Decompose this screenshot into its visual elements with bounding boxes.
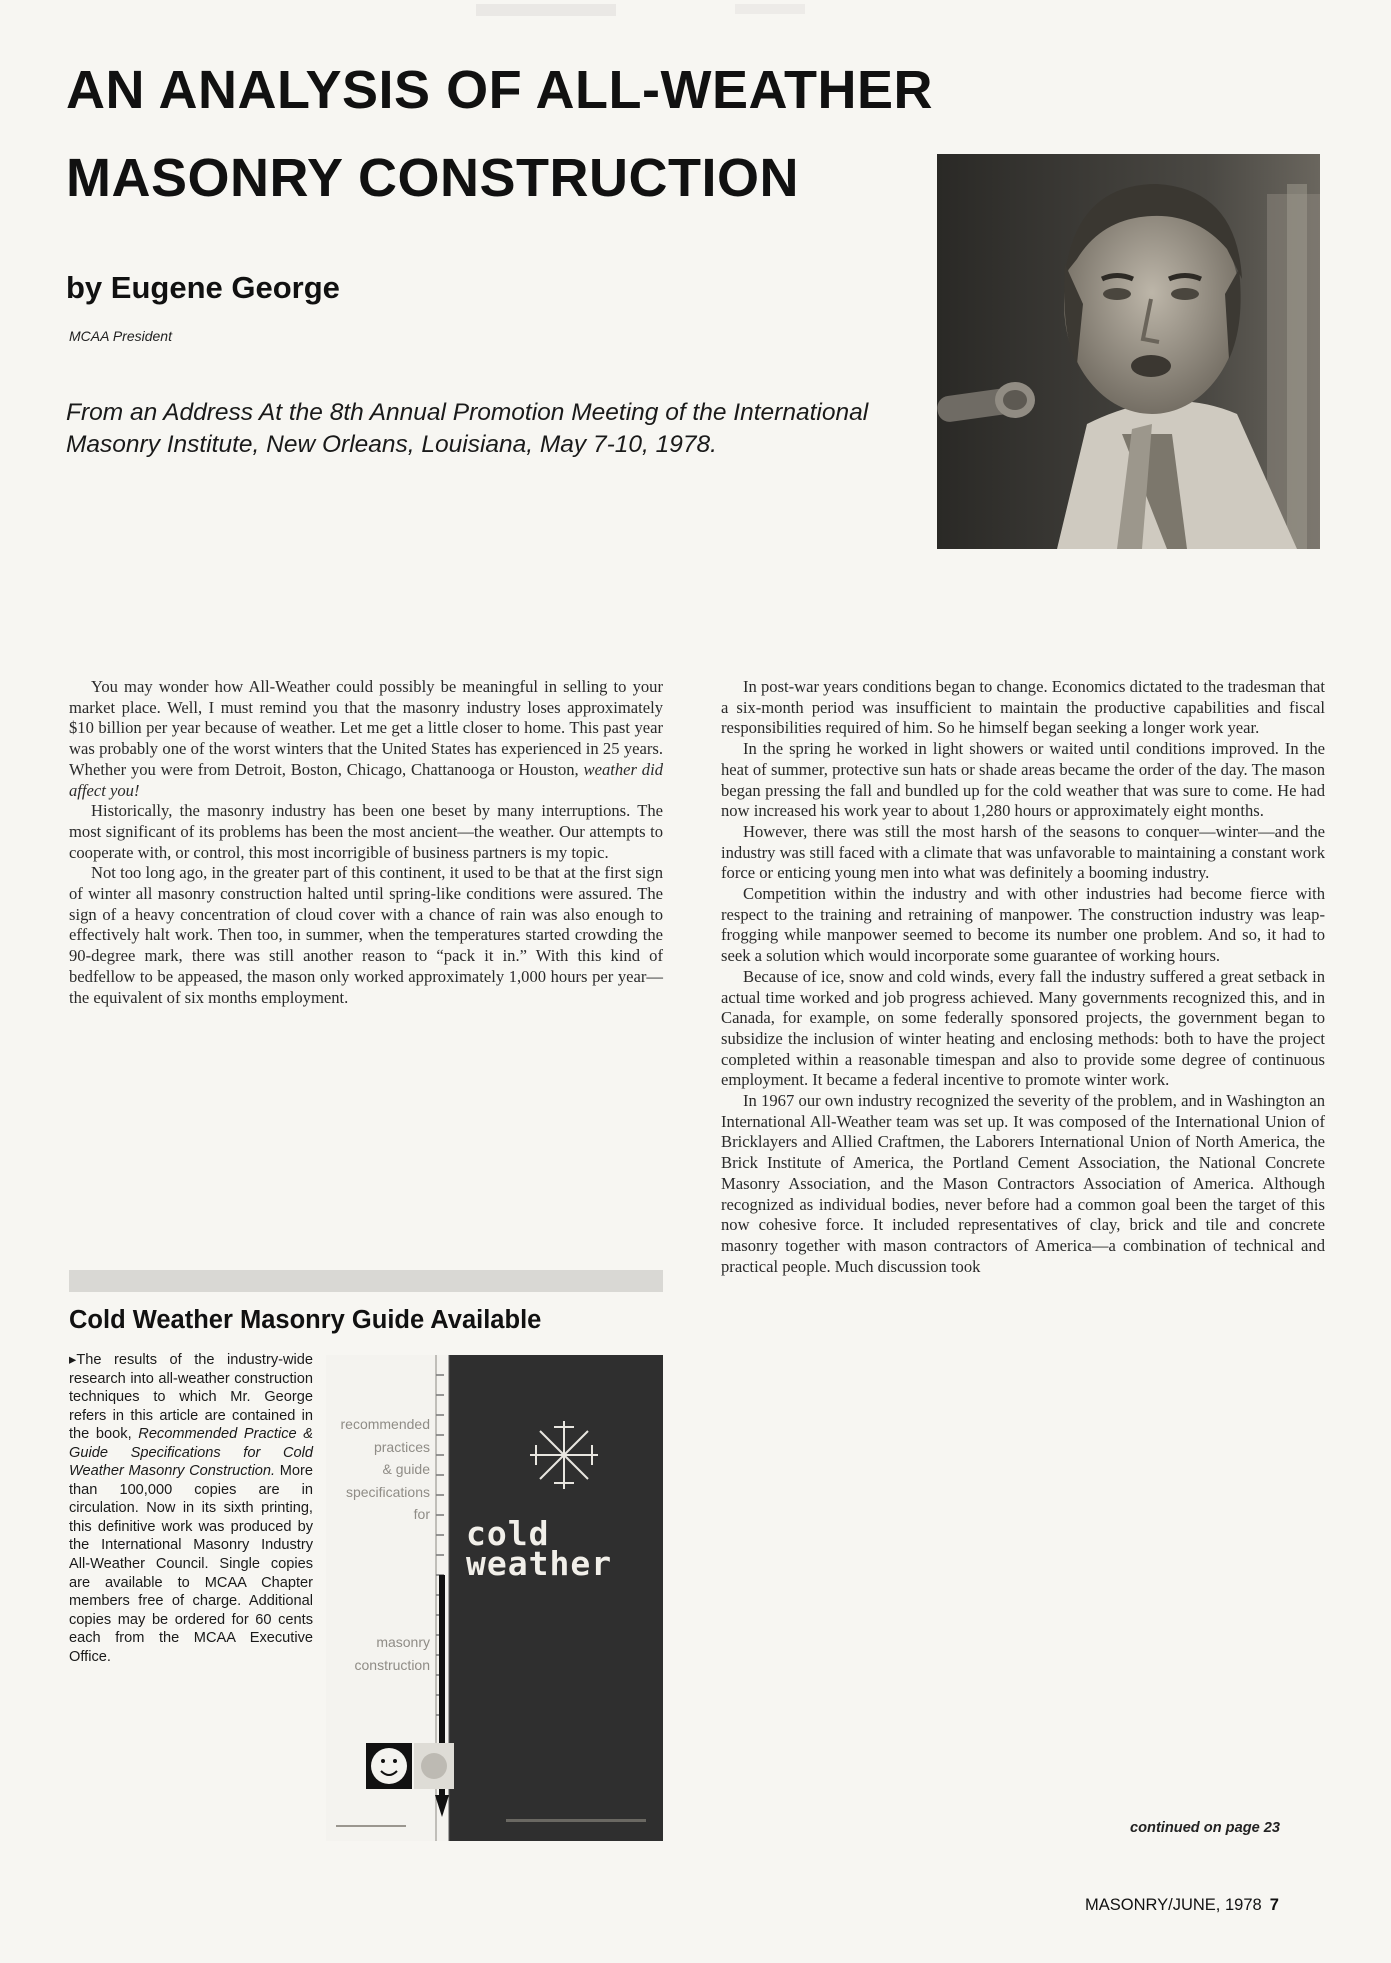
body-column-right [721,677,1325,1277]
book-cover [326,1355,663,1841]
paragraph: Not too long ago, in the greater part of this continent, it used to be that at the first sign of winter all masonry construction halted until spring-like conditions were assured. The sign of a heavy concentration of cloud cover with a chance of rain was also enough to effectively halt work. Then too, in summer, when the temperatures started crowding the 90-degree mark, there was still another reason to “pack it in.” With this kind of bedfellow to be appeased, the mason only worked approximately 1,000 hours per year—the equivalent of six months employment. [69,863,663,1007]
magazine-issue: MASONRY/JUNE, 1978 [1085,1896,1262,1914]
author-role: MCAA President [69,328,172,344]
speaker-photo-drawing [937,154,1320,549]
paragraph-text: You may wonder how All-Weather could possibly be meaningful in selling to your market place. Well, I must remind you that the masonry industry loses approximately $10 billion per year because of weather. Let me get a little closer to home. This past year was probably one of the worst winters that the United States has experienced in 25 years. Whether you were from Detroit, Boston, Chicago, Chattanooga or Houston, [69,677,663,779]
divider-band [69,1270,663,1292]
address-note: From an Address At the 8th Annual Promotion Meeting of the International Masonry Institute, New Orleans, Louisiana, May 7-10, 1978. [66,399,869,458]
speaker-photo [937,154,1320,549]
title-line-1: AN ANALYSIS OF ALL-WEATHER [66,60,933,120]
paragraph [69,677,663,801]
paragraph: In 1967 our own industry recognized the severity of the problem, and in Washington an International All-Weather team was set up. It was composed of the International Union of Bricklayers and Allied Craftmen, the Laborers International Union of North America, the Brick Institute of America, the Portland Cement Association, the National Concrete Masonry Association, and the Mason Contractors Association of America. Although recognized as individual bodies, never before had a common goal been the target of this now cohesive force. It included representatives of clay, brick and tile and concrete masonry together with mason contractors of America—a combination of technical and practical people. Much discussion took [721,1091,1325,1276]
sidebar-text-b: More than 100,000 copies are in circulation. Now in its sixth printing, this definitive work was produced by the International Masonry Industry All-Weather Council. Single copies are available to MCAA Chapter members free of charge. Additional copies may be ordered for 60 cents each from the MCAA Executive Office. [69,1463,313,1665]
bullet-marker: ▸ [69,1352,77,1368]
scan-artifact [476,4,616,16]
book-cover-small-text: recommended practices & guide specifications for [340,1416,430,1522]
page-footer [1085,1896,1279,1915]
paragraph: Competition within the industry and with other industries had become fierce with respect to the training and retraining of manpower. The construction industry was leap-frogging while manpower seemed to become its number one problem. And so, it had to seek a solution which would incorporate some guarantee of working hours. [721,884,1325,966]
title-line-2: MASONRY CONSTRUCTION [66,148,800,208]
book-cover-title: cold weather [466,1514,613,1583]
paragraph: However, there was still the most harsh of the seasons to conquer—winter—and the industry was still faced with a climate that was unfavorable to maintaining a constant work force or enticing young men into what was definitely a booming industry. [721,821,1325,883]
paragraph: In post-war years conditions began to change. Economics dictated to the tradesman that a six-month period was insufficient to maintain the productive capabilities and fiscal responsibilities required of him. So he himself began seeking a longer work year. [721,677,1325,738]
emphasis-text: weather did affect you! [69,759,664,800]
sidebar-text [69,1351,313,1666]
sidebar-text-a: The results of the industry-wide research into all-weather construction techniques to which Mr. George refers in this article are contained in the book, [69,1352,313,1443]
paragraph: In the spring he worked in light showers or waited until conditions improved. In the heat of summer, protective sun hats or shade areas became the order of the day. The mason began pressing the fall and bundled up for the cold weather that was sure to come. He had now increased his work year to about 1,280 hours or approximately eight months. [721,739,1325,821]
sidebar-heading: Cold Weather Masonry Guide Available [69,1306,542,1334]
page-number: 7 [1269,1896,1279,1914]
book-cover-small-text: masonry construction [354,1634,430,1673]
byline: by Eugene George [66,270,340,305]
paragraph: Because of ice, snow and cold winds, every fall the industry suffered a great setback in actual time worked and job progress achieved. Many governments recognized this, and in Canada, for example, on some federally sponsored projects, the government began to subsidize the inclusion of winter heating and enclosing methods: both to have the project completed within a reasonable timespan and also to provide some degree of continuous employment. It became a federal incentive to promote winter work. [721,966,1325,1090]
article-title [66,46,1066,222]
continued-note: continued on page 23 [1130,1820,1281,1836]
paragraph: Historically, the masonry industry has been one beset by many interruptions. The most significant of its problems has been the most ancient—the weather. Our attempts to cooperate with, or control, this most incorrigible of business partners is my topic. [69,801,663,862]
scan-artifact [735,4,805,14]
book-title: Recommended Practice & Guide Specifications for Cold Weather Masonry Construction. [69,1426,313,1480]
body-column-left [69,677,663,1008]
